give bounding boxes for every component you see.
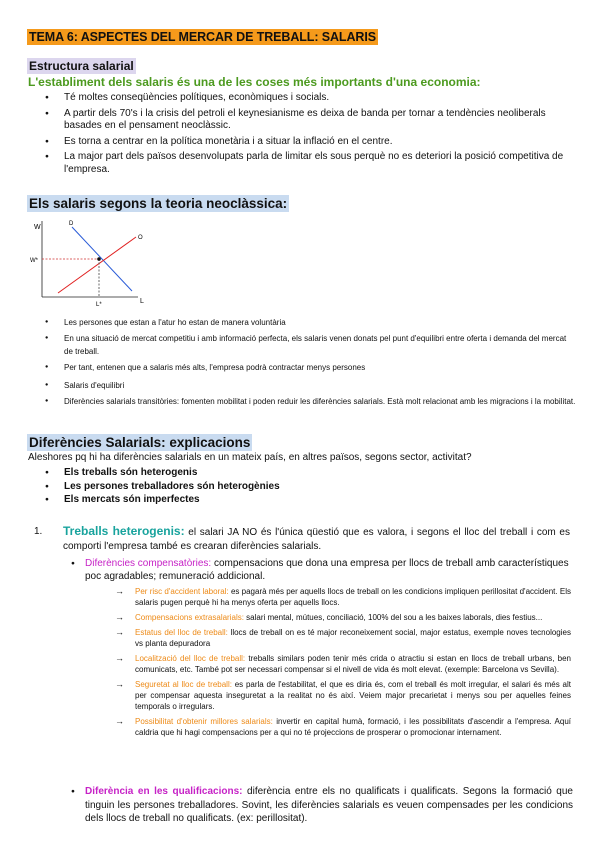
w-eq-label: W*	[30, 258, 38, 264]
list-item: ● A partir dels 70's i la crisis del petroli el keynesianisme es deixa de banda per tornar a tendències neoliberals basades en el pensament neoclàssic.	[28, 108, 573, 133]
list-item: → Seguretat al lloc de treball: es parla de l'estabilitat, el que es diria és, com el treball és molt irregular, el salari és més alt per compensar aquesta inseguretat a la realitat no és així. Veiem major precarietat i menys sou per aquelles feines temporals o irregulars.	[135, 679, 571, 712]
list-item: → Compensacions extrasalarials: salari mental, mútues, conciliació, 100% del sou a les baixes laborals, dies festius...	[135, 612, 571, 623]
item-text: el salari JA NO és l'única qüestió que es valora, i segons el lloc del treball i com es comporti l'empresa també es crearan diferències salarials.	[63, 527, 570, 552]
list-item: ● Les persones treballadores són heterogènies	[28, 481, 568, 494]
compensation-types	[135, 586, 571, 742]
item-number: 1.	[34, 526, 43, 537]
section3-intro: Aleshores pq hi ha diferències salarials en un mateix país, en altres països, segons sector, activitat?	[28, 452, 472, 463]
list-item: ● Els treballs són heterogenis	[28, 467, 568, 480]
equilibrium-point	[97, 257, 101, 261]
item-diferencies-compensatories: ● Diferències compensatòries: compensacions que dona una empresa per llocs de treball amb característiques poc agradables; remuneració addicional.	[71, 558, 569, 582]
list-item: ● Salaris d'equilibri	[28, 379, 576, 392]
supply-label: O	[138, 235, 143, 241]
list-item: ● Els mercats són imperfectes	[28, 494, 568, 507]
list-item: ● Per tant, entenen que a salaris més alts, l'empresa podrà contractar menys persones	[28, 361, 576, 374]
demand-label: D	[69, 221, 74, 227]
list-item: ● En una situació de mercat competitiu i amb informació perfecta, els salaris venen donats pel punt d'equilibri entre oferta i demanda del mercat de treball.	[28, 332, 576, 358]
y-axis-label: W	[34, 224, 41, 231]
list-item: → Possibilitat d'obtenir millores salarials: invertir en capital humà, formació, i les possibilitats d'ascendir a l'empresa. Aquí caldria que hi hagi compensacions per a qui no té projeccions de prosperar o promocionar internament.	[135, 716, 571, 738]
supply-demand-graph	[28, 215, 158, 310]
qual-label: Diferència en les qualificacions:	[85, 786, 243, 797]
comp-label: Diferències compensatòries:	[85, 558, 212, 569]
list-item: ● Té moltes conseqüències polítiques, econòmiques i socials.	[28, 92, 573, 105]
item-treballs-heterogenis	[34, 524, 570, 553]
list-item: ● La major part dels països desenvolupats parla de limitar els sous perquè no es deteriori la posició competitiva de l'empresa.	[28, 151, 573, 176]
list-item: ● Les persones que estan a l'atur ho estan de manera voluntària	[28, 316, 576, 329]
section-subheading: L'establiment dels salaris és una de les coses més importants d'una economia:	[28, 75, 481, 89]
section-heading-diferencies: Diferències Salarials: explicacions	[29, 435, 251, 450]
supply-line	[58, 237, 136, 293]
section-heading-neoclassica: Els salaris segons la teoria neoclàssica:	[29, 196, 288, 211]
list-item: ● Diferències salarials transitòries: fomenten mobilitat i poden reduir les diferències salarials. Està molt relacionat amb les migracions i la mobilitat.	[28, 395, 576, 408]
l-eq-label: L*	[96, 302, 102, 308]
list-item: ● Es torna a centrar en la política monetària i a situar la inflació en el centre.	[28, 136, 573, 149]
list-item: → Localització del lloc de treball: treballs similars poden tenir més crida o atractiu si estan en llocs de treball urbans, ben comunicats, etc. També pot ser necessari compensar si el nivell de vida és molt elevat. (exemple: Barcelona vs Sevilla).	[135, 653, 571, 675]
section3-bullets	[28, 467, 568, 508]
list-item: → Per risc d'accident laboral: es pagarà més per aquells llocs de treball on les condicions impliquen perillositat d'accident. Els salaris pugen perquè hi ha menys oferta per aquells llocs.	[135, 586, 571, 608]
section1-bullets	[28, 92, 573, 179]
item-label: Treballs heterogenis:	[63, 524, 185, 538]
comp-text: compensacions que dona una empresa per llocs de treball amb característiques poc agradables; remuneració addicional.	[85, 558, 569, 582]
list-item: → Estatus del lloc de treball: llocs de treball on es té major reconeixement social, major estatus, exemple noves tecnologies vs planta depuradora	[135, 627, 571, 649]
section2-bullets-b	[28, 379, 576, 411]
page-title: TEMA 6: ASPECTES DEL MERCAR DE TREBALL: SALARIS	[29, 30, 376, 44]
x-axis-label: L	[140, 298, 144, 305]
section2-bullets-a	[28, 316, 576, 377]
section-heading-estructura: Estructura salarial	[29, 59, 134, 73]
qual-text: diferència entre els no qualificats i qualificats. Segons la formació que tinguin les persones treballadores. Sovint, les diferències salarials es veuen compensades per les condicions dels llocs de treball no qualificats. (ex: perillositat).	[85, 786, 573, 824]
item-diferencia-qualificacions: ● Diferència en les qualificacions: diferència entre els no qualificats i qualificats. Segons la formació que tinguin les persones treballadores. Sovint, les diferències salarials es veuen compensades per les condicions dels llocs de treball no qualificats. (ex: perillositat).	[71, 786, 573, 824]
